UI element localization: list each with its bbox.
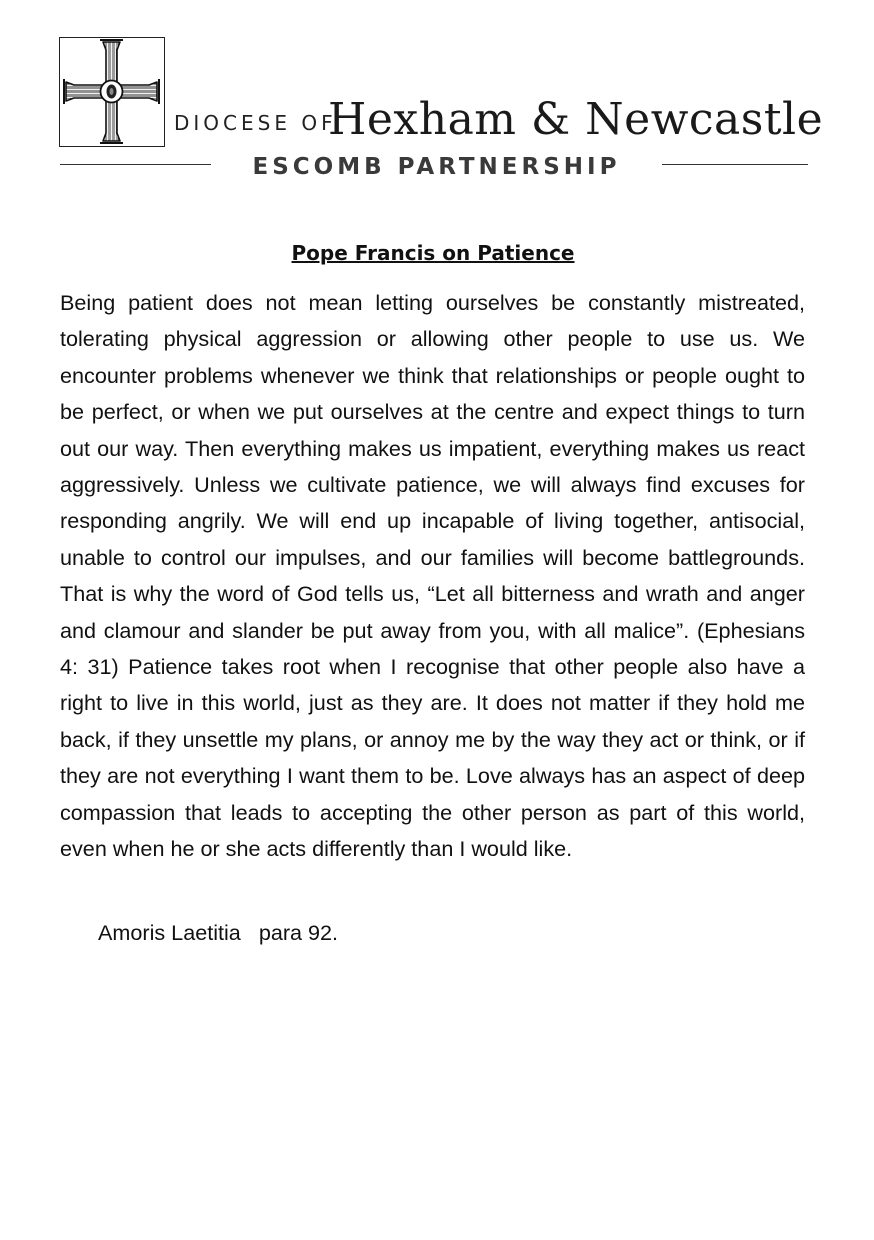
divider-right	[662, 164, 808, 165]
diocese-name: Hexham & Newcastle	[328, 94, 824, 145]
diocese-prefix: DIOCESE OF	[174, 111, 337, 135]
diocese-logo	[59, 37, 165, 147]
article-body: Being patient does not mean letting ourselves be constantly mistreated, tolerating physical aggression or allowing other people to use us. We encounter problems whenever we think that relationships or people ought to be perfect, or when we put ourselves at the centre and expect things to turn out our way. Then everything makes us impatient, everything makes us react aggressively. Unless we cultivate patience, we will always find excuses for responding angrily. We will end up incapable of living together, antisocial, unable to control our impulses, and our families will become battlegrounds. That is why the word of God tells us, “Let all bitterness and wrath and anger and clamour and slander be put away from you, with all malice”. (Ephesians 4: 31) Patience takes root when I recognise that other people also have a right to live in this world, just as they are. It does not matter if they hold me back, if they unsettle my plans, or annoy me by the way they act or think, or if they are not everything I want them to be. Love always has an aspect of deep compassion that leads to accepting the other person as part of this world, even when he or she acts differently than I would like.	[60, 290, 805, 862]
citation: Amoris Laetitia para 92.	[98, 920, 339, 945]
letterhead	[0, 0, 874, 200]
cross-emblem-icon	[60, 38, 163, 145]
article-title: Pope Francis on Patience	[291, 241, 575, 265]
partnership-name: ESCOMB PARTNERSHIP	[252, 154, 621, 180]
divider-left	[60, 164, 211, 165]
